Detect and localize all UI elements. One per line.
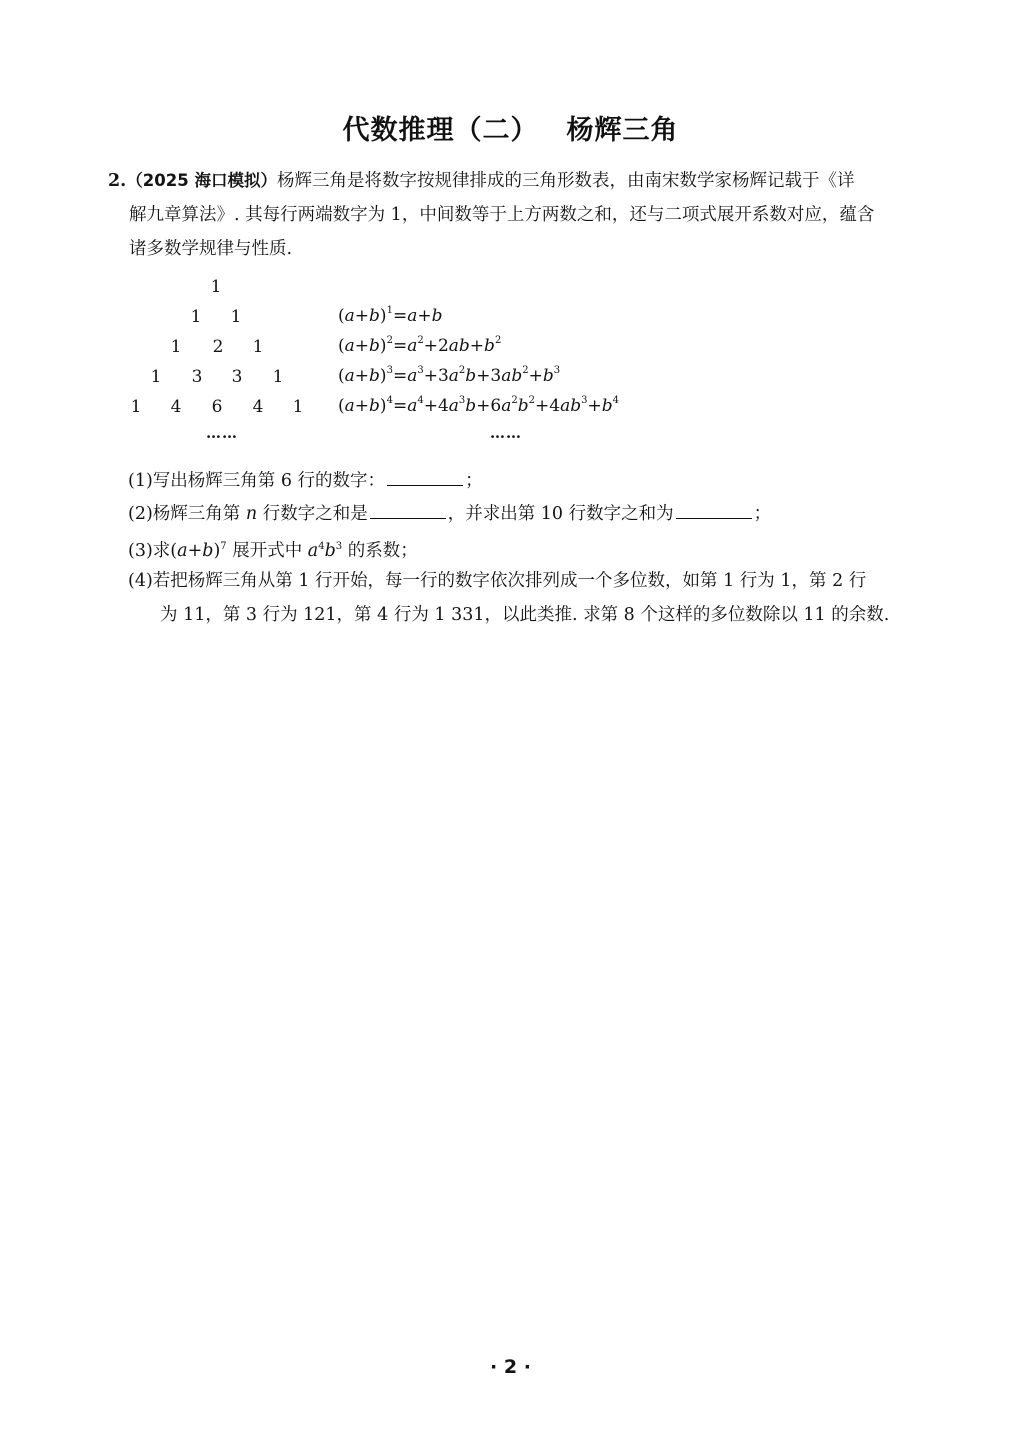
question-3-post: 的系数； [342, 540, 418, 561]
expansion-dots: …… [490, 424, 522, 442]
question-2 [128, 496, 943, 531]
page-title [0, 108, 1021, 147]
question-4-line-1: (4)若把杨辉三角从第 1 行开始，每一行的数字依次排列成一个多位数，如第 1 行为 1，第 2 行 [128, 571, 867, 591]
question-4 [128, 564, 943, 632]
triangle-number: 6 [211, 397, 223, 417]
problem-text-1: 杨辉三角是将数字按规律排成的三角形数表，由南宋数学家杨辉记载于《详 [276, 171, 855, 191]
expansion-1: $(a+b)^1=a+b$ [338, 305, 443, 326]
expansion-exponent: 1 [386, 305, 393, 317]
triangle-number: 1 [150, 367, 162, 387]
triangle-number: 4 [170, 397, 182, 417]
problem-statement [108, 164, 940, 266]
expansion-exponent: 4 [386, 395, 393, 407]
problem-line-2: 解九章算法》. 其每行两端数字为 1，中间数等于上方两数之和，还与二项式展开系数对应，蕴含 [129, 205, 875, 225]
triangle-row-3 [118, 337, 318, 361]
triangle-number: 1 [130, 397, 142, 417]
expansion-exponent: 2 [386, 335, 393, 347]
question-3-exponent: 7 [220, 541, 227, 552]
question-2-pre: (2)杨辉三角第 [128, 504, 246, 524]
triangle-number: 1 [210, 277, 222, 297]
triangle-row-1 [118, 277, 318, 301]
triangle-number: 3 [191, 367, 203, 387]
question-3-mid: 展开式中 [226, 540, 308, 561]
triangle-number: 1 [170, 337, 182, 357]
triangle-dots: …… [206, 424, 238, 442]
triangle-row-5 [118, 397, 318, 421]
answer-blank-3[interactable] [676, 496, 752, 519]
question-1 [128, 463, 943, 498]
triangle-row-2 [118, 307, 318, 331]
question-1-text: (1)写出杨辉三角第 6 行的数字： [128, 471, 386, 491]
triangle-number: 1 [230, 307, 242, 327]
problem-line-3: 诸多数学规律与性质. [129, 239, 293, 259]
variable-n: n [245, 504, 258, 524]
problem-line-1 [108, 164, 940, 198]
question-4-line-2: 为 11，第 3 行为 121，第 4 行为 1 331，以此类推. 求第 8 个这样的多位数除以 11 的余数. [160, 605, 890, 625]
expansion-3: $(a+b)^3=a^3+3a^2b+3ab^2+b^3$ [338, 365, 561, 386]
expansion-2: $(a+b)^2=a^2+2ab+b^2$ [338, 335, 502, 356]
question-2-mid2: ，并求出第 10 行数字之和为 [447, 504, 674, 524]
triangle-number: 1 [252, 337, 264, 357]
question-1-end: ； [465, 471, 483, 491]
problem-source: （2025 海口模拟） [126, 171, 277, 190]
triangle-row-4 [118, 367, 318, 391]
expansion-exponent: 3 [386, 365, 393, 377]
question-3: (3)求$(a+b)^7$ 展开式中 $a^4b^3$ 的系数； [128, 540, 418, 561]
triangle-number: 4 [252, 397, 264, 417]
problem-number: 2. [108, 171, 127, 191]
question-2-end: ； [753, 504, 772, 524]
triangle-number: 2 [212, 337, 224, 357]
triangle-number: 3 [231, 367, 243, 387]
title-part1: 代数推理（二） [342, 115, 539, 146]
answer-blank-2[interactable] [370, 496, 446, 519]
triangle-number: 1 [190, 307, 202, 327]
question-2-mid: 行数字之和是 [257, 504, 368, 524]
title-part2: 杨辉三角 [566, 115, 679, 146]
expansion-4: $(a+b)^4=a^4+4a^3b+6a^2b^2+4ab^3+b^4$ [338, 395, 619, 416]
answer-blank-1[interactable] [387, 463, 463, 486]
question-3-pre: (3)求 [128, 540, 171, 561]
page-number: · 2 · [490, 1356, 531, 1378]
triangle-number: 1 [292, 397, 304, 417]
pascal-triangle [118, 272, 318, 452]
triangle-number: 1 [272, 367, 284, 387]
